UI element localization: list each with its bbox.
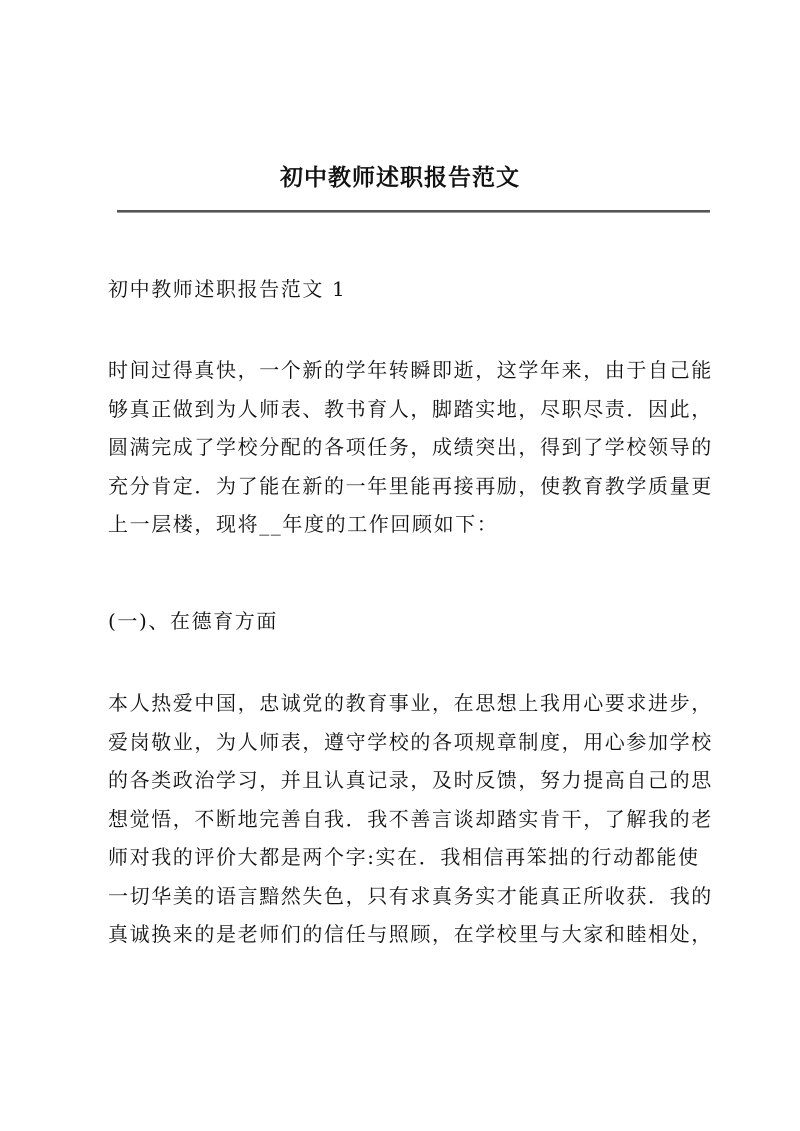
paragraph-intro: [108, 351, 713, 544]
section-subtitle: 初中教师述职报告范文 1: [108, 277, 347, 301]
section-heading: (一)、在德育方面: [108, 609, 279, 633]
paragraph-line: 真诚换来的是老师们的信任与照顾，在学校里与大家和睦相处，: [108, 922, 713, 946]
document-title: 初中教师述职报告范文: [280, 164, 520, 191]
paragraph-line: 师对我的评价大都是两个字:实在．我相信再笨拙的行动都能使: [108, 845, 700, 869]
paragraph-line: 想觉悟，不断地完善自我．我不善言谈却踏实肯干，了解我的老: [108, 806, 713, 831]
paragraph-line: 圆满完成了学校分配的各项任务，成绩突出，得到了学校领导的: [108, 435, 713, 459]
paragraph-line: 时间过得真快，一个新的学年转瞬即逝，这学年来，由于自己能: [108, 358, 713, 382]
paragraph-line: 够真正做到为人师表、教书育人，脚踏实地，尽职尽责．因此，: [108, 396, 713, 421]
paragraph-line: 上一层楼，现将__年度的工作回顾如下：: [108, 512, 499, 536]
paragraph-line: 的各类政治学习，并且认真记录，及时反馈，努力提高自己的思: [108, 768, 713, 792]
paragraph-line: 本人热爱中国，忠诚党的教育事业，在思想上我用心要求进步，: [108, 691, 713, 715]
paragraph-line: 充分肯定．为了能在新的一年里能再接再励，使教育教学质量更: [108, 473, 713, 498]
paragraph-moral-education: [108, 684, 713, 954]
paragraph-line: 一切华美的语言黯然失色，只有求真务实才能真正所收获．我的: [108, 883, 713, 908]
paragraph-line: 爱岗敬业，为人师表，遵守学校的各项规章制度，用心参加学校: [108, 729, 713, 754]
title-underline-rule: [117, 210, 710, 213]
